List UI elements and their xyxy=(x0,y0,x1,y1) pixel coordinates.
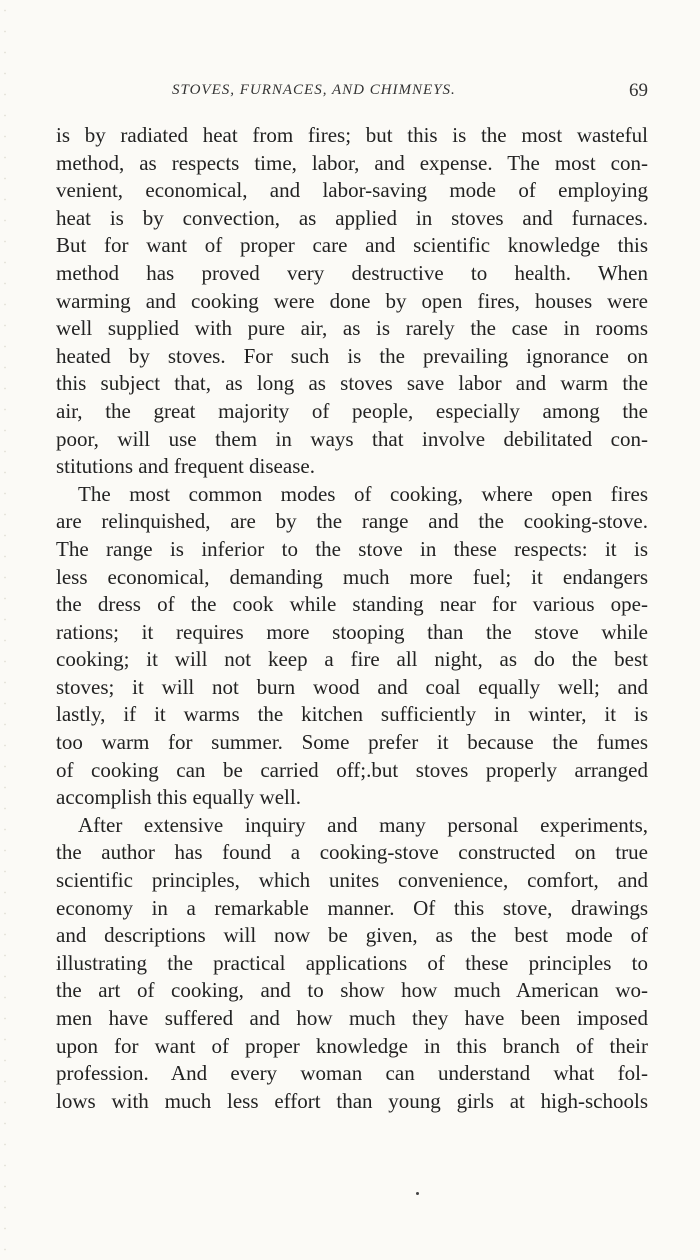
text-line: well supplied with pure air, as is rarely the case in rooms xyxy=(56,316,648,341)
text-line: and descriptions will now be given, as the best mode of xyxy=(56,923,648,948)
text-line: stitutions and frequent disease. xyxy=(56,454,315,479)
text-line: too warm for summer. Some prefer it because the fumes xyxy=(56,730,648,755)
text-line: heated by stoves. For such is the prevailing ignorance on xyxy=(56,343,648,368)
running-head xyxy=(56,80,656,106)
text-line: After extensive inquiry and many personal experiments, xyxy=(78,812,648,837)
text-line: rations; it requires more stooping than the stove while xyxy=(56,619,648,644)
text-line: accomplish this equally well. xyxy=(56,785,301,810)
text-line: lows with much less effort than young girls at high-schools xyxy=(56,1088,648,1113)
text-line: poor, will use them in ways that involve debilitated con- xyxy=(56,426,648,451)
text-line: is by radiated heat from fires; but this is the most wasteful xyxy=(56,123,648,147)
text-line: this subject that, as long as stoves save labor and warm the xyxy=(56,371,648,396)
ink-speck xyxy=(416,1192,419,1195)
text-line: heat is by convection, as applied in stoves and furnaces. xyxy=(56,205,648,230)
text-line: air, the great majority of people, especially among the xyxy=(56,398,648,423)
text-line: venient, economical, and labor-saving mode of employing xyxy=(56,178,648,203)
text-line: lastly, if it warms the kitchen sufficiently in winter, it is xyxy=(56,702,648,727)
running-title: STOVES, FURNACES, AND CHIMNEYS. xyxy=(172,82,456,98)
text-line: men have suffered and how much they have been imposed xyxy=(56,1006,648,1030)
text-line: cooking; it will not keep a fire all night, as do the best xyxy=(56,647,648,672)
text-line: economy in a remarkable manner. Of this stove, drawings xyxy=(56,895,648,920)
text-line: are relinquished, are by the range and the cooking-stove. xyxy=(56,509,648,534)
text-line: profession. And every woman can understand what fol- xyxy=(56,1061,648,1086)
text-line: stoves; it will not burn wood and coal equally well; and xyxy=(56,674,648,699)
text-line: The most common modes of cooking, where open fires xyxy=(78,481,648,506)
text-line: the author has found a cooking-stove constructed on true xyxy=(56,840,648,865)
page-number: 69 xyxy=(629,80,648,101)
text-line: The range is inferior to the stove in these respects: it is xyxy=(56,536,648,561)
margin-speckles xyxy=(2,0,8,1260)
text-line: of cooking can be carried off;.but stoves properly arranged xyxy=(56,757,648,782)
text-line: method, as respects time, labor, and expense. The most con- xyxy=(56,150,648,175)
text-line: upon for want of proper knowledge in this branch of their xyxy=(56,1033,648,1058)
text-line: illustrating the practical applications of these principles to xyxy=(56,950,648,975)
body-text xyxy=(56,122,648,1115)
text-line: the dress of the cook while standing near for various ope- xyxy=(56,592,648,617)
text-line: scientific principles, which unites convenience, comfort, and xyxy=(56,868,648,893)
text-line: method has proved very destructive to health. When xyxy=(56,260,648,285)
text-line: less economical, demanding much more fuel; it endangers xyxy=(56,564,648,589)
text-line: the art of cooking, and to show how much American wo- xyxy=(56,978,648,1003)
text-line: But for want of proper care and scientific knowledge this xyxy=(56,233,648,258)
text-line: warming and cooking were done by open fires, houses were xyxy=(56,288,648,313)
